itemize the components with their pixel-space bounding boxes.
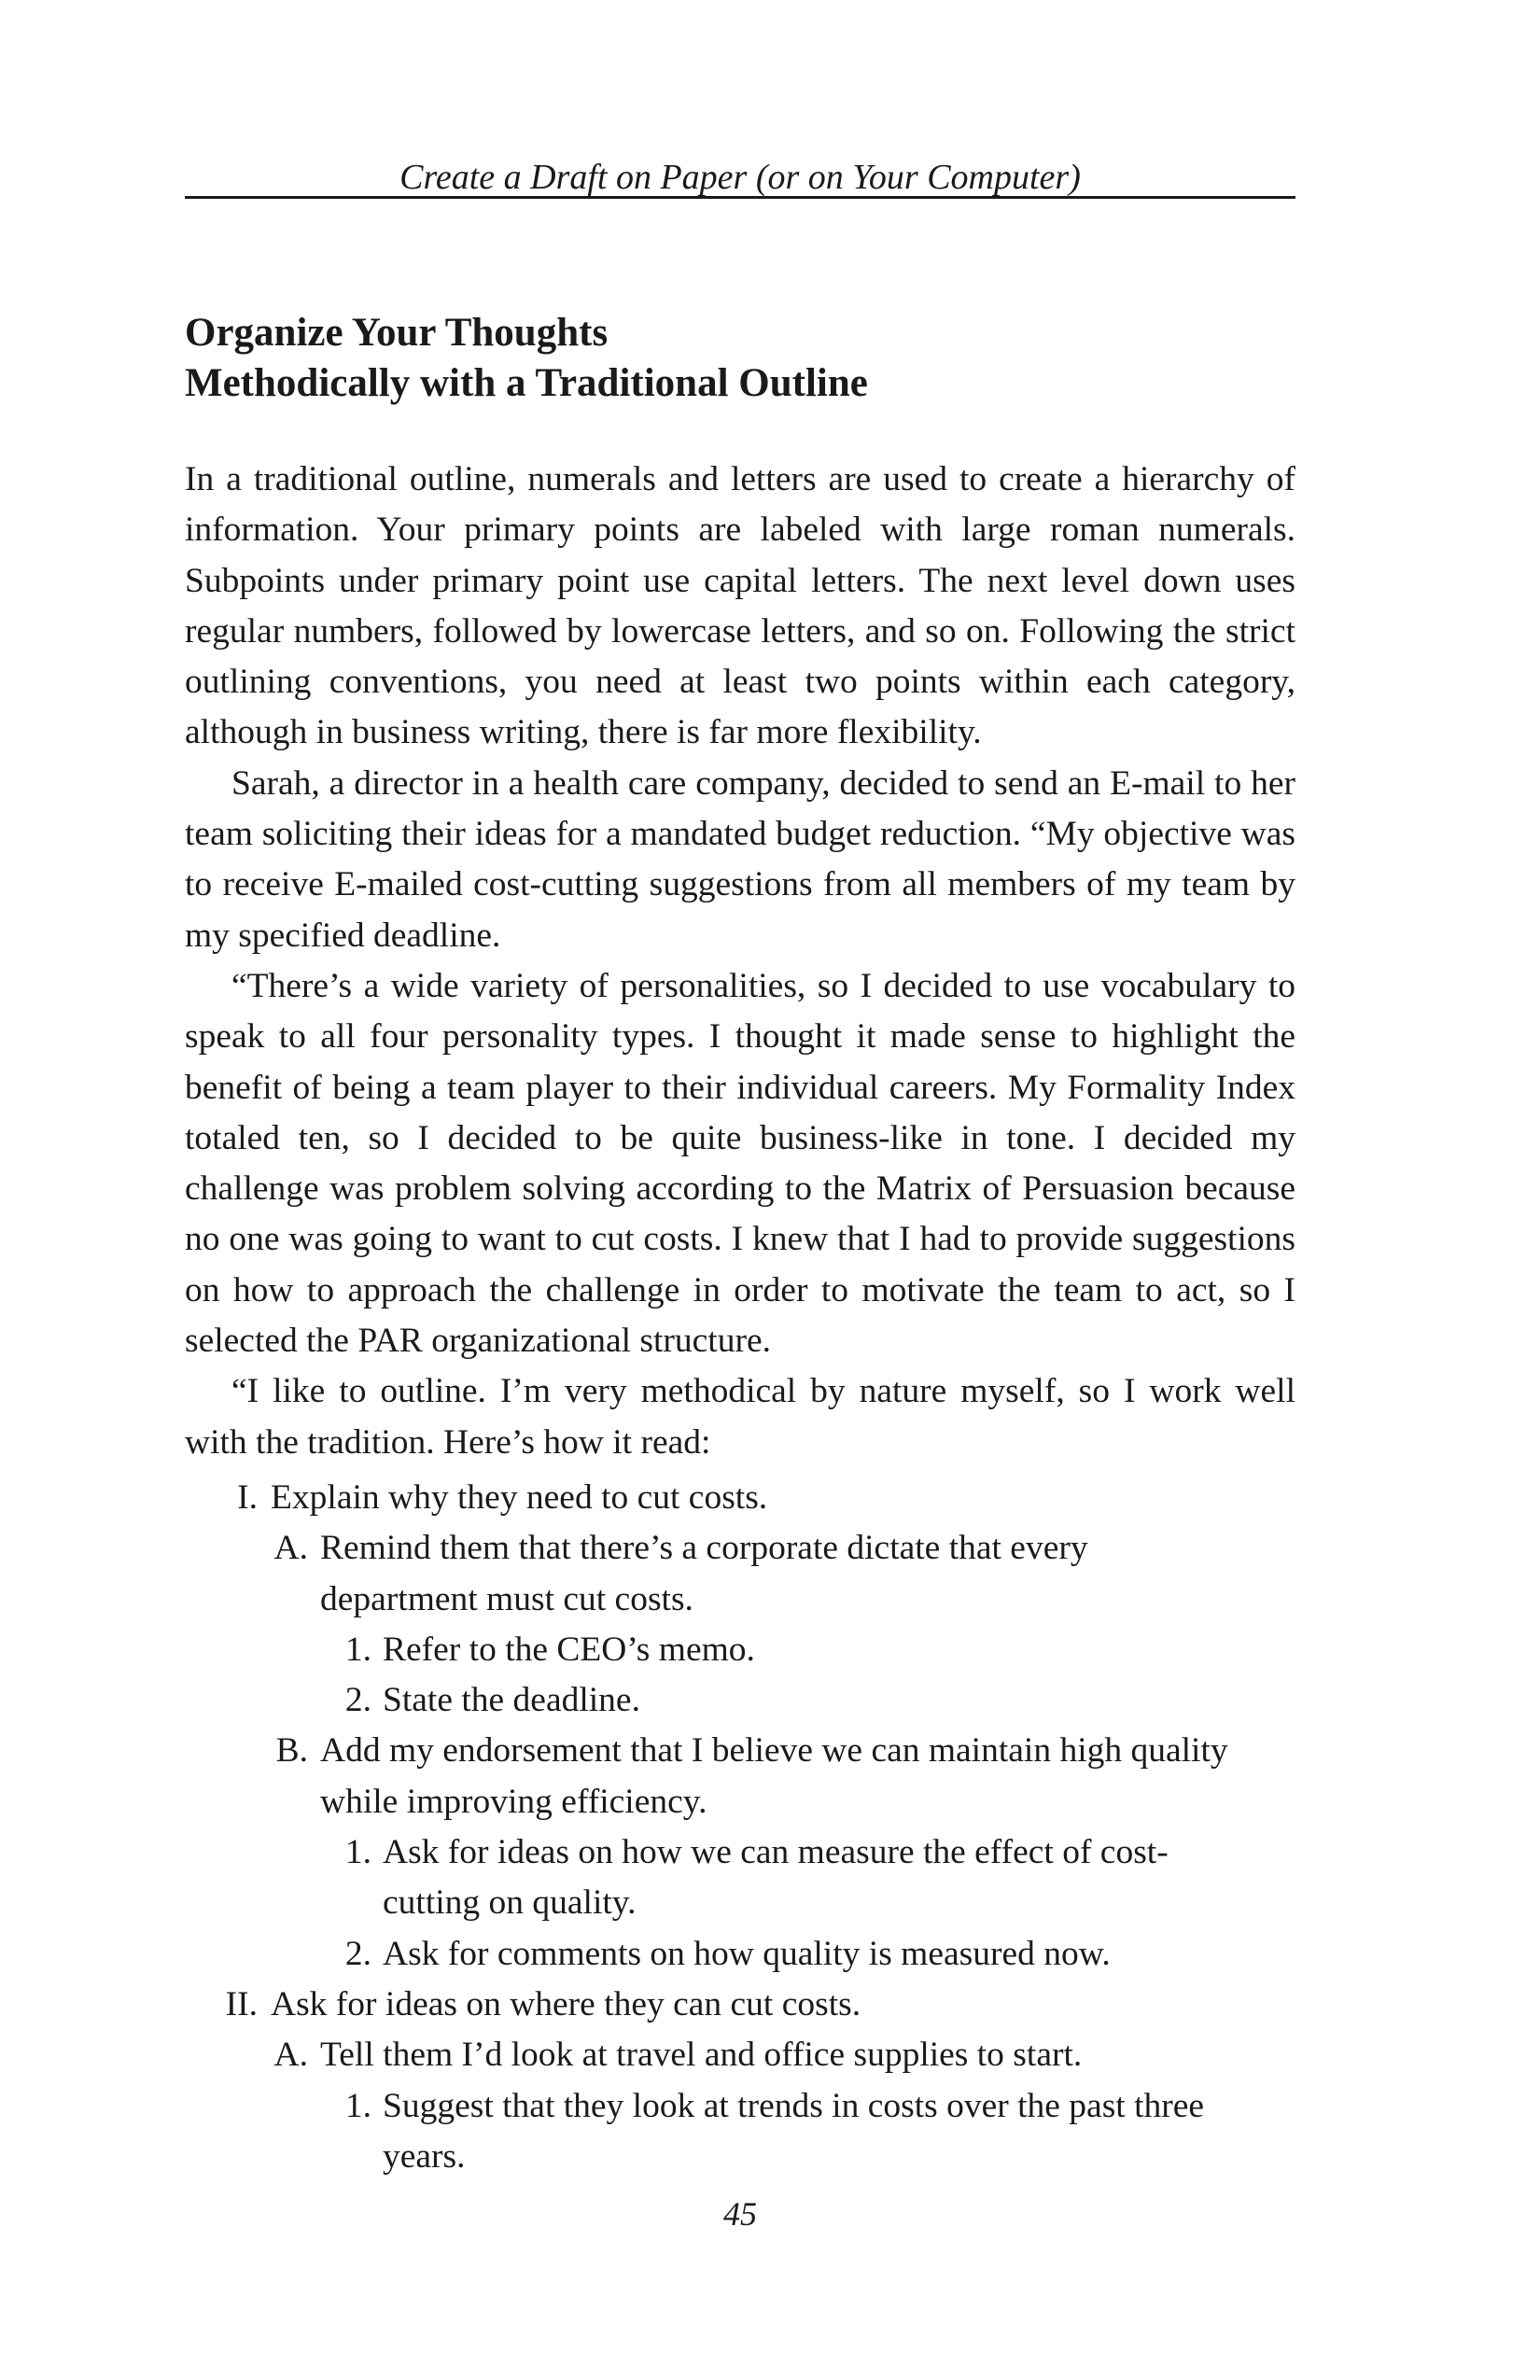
outline-marker: A. [273, 1529, 308, 1568]
outline-item [0, 2030, 1540, 2080]
outline-marker: II. [225, 1984, 258, 2023]
outline-marker: 2. [344, 1681, 371, 1720]
section-title-line-2: Methodically with a Traditional Outline [185, 361, 868, 405]
outline-text: Ask for ideas on where they can cut costs. [271, 1984, 861, 2023]
outline-marker: I. [237, 1478, 258, 1517]
outline-item [0, 1625, 1540, 1675]
outline-marker: 1. [344, 1630, 371, 1669]
outline-item [0, 1980, 1540, 2030]
outline-text: Remind them that there’s a corporate dictate that every department must cut costs. [320, 1529, 1088, 1618]
outline-text: Ask for ideas on how we can measure the effect of cost-cutting on quality. [383, 1833, 1169, 1923]
section-title [185, 308, 1295, 409]
body-text [185, 455, 1295, 1468]
outline-text: State the deadline. [383, 1681, 640, 1720]
paragraph: In a traditional outline, numerals and letters are used to create a hierarchy of information. Your primary points are labeled with large roman numerals. Subpoints under primary point use capital letters. The next level down uses regular numbers, followed by lowercase letters, and so on. Following the strict outlining conventions, you need at least two points within each category, although in business writing, there is far more flexibility. [185, 460, 1295, 752]
outline-text: Refer to the CEO’s memo. [383, 1630, 755, 1669]
outline-text: Suggest that they look at trends in costs over the past three years. [383, 2086, 1205, 2176]
outline-item [0, 1929, 1540, 1980]
outline-item [0, 1473, 1540, 1523]
paragraph: Sarah, a director in a health care company, decided to send an E-mail to her team soliciting their ideas for a mandated budget reduction. “My objective was to receive E-mailed cost-cutting suggestions from all members of my team by my specified deadline. [185, 763, 1295, 955]
section-title-line-1: Organize Your Thoughts [185, 311, 609, 355]
outline-item [0, 1827, 1540, 1929]
outline-marker: 2. [344, 1934, 371, 1973]
outline-text: Explain why they need to cut costs. [271, 1478, 768, 1517]
paragraph: “There’s a wide variety of personalities, so I decided to use vocabulary to speak to all four personality types. I thought it made sense to highlight the benefit of being a team player to their individual careers. My Formality Index totaled ten, so I decided to be quite business-like in tone. I decided my challenge was problem solving according to the Matrix of Persuasion because no one was going to want to cut costs. I knew that I had to provide suggestions on how to approach the challenge in order to motivate the team to act, so I selected the PAR organizational structure. [185, 966, 1295, 1361]
outline-item [0, 1675, 1540, 1726]
outline-text: Add my endorsement that I believe we can maintain high quality while improving efficiency. [320, 1731, 1228, 1821]
outline-marker: B. [275, 1731, 308, 1771]
header-rule [185, 196, 1295, 199]
outline-marker: 1. [344, 2086, 371, 2125]
running-head: Create a Draft on Paper (or on Your Computer) [399, 158, 1081, 197]
paragraph: “I like to outline. I’m very methodical by nature myself, so I work well with the tradition. Here’s how it read: [185, 1372, 1295, 1462]
outline-marker: A. [273, 2036, 308, 2075]
outline-item [0, 1523, 1540, 1625]
outline-item [0, 1726, 1540, 1827]
outline-text: Ask for comments on how quality is measured now. [383, 1934, 1111, 1973]
outline-item [0, 2081, 1540, 2183]
outline-text: Tell them I’d look at travel and office supplies to start. [320, 2036, 1083, 2075]
page-number: 45 [723, 2195, 757, 2233]
outline-marker: 1. [344, 1833, 371, 1872]
outline [0, 1473, 1540, 2182]
